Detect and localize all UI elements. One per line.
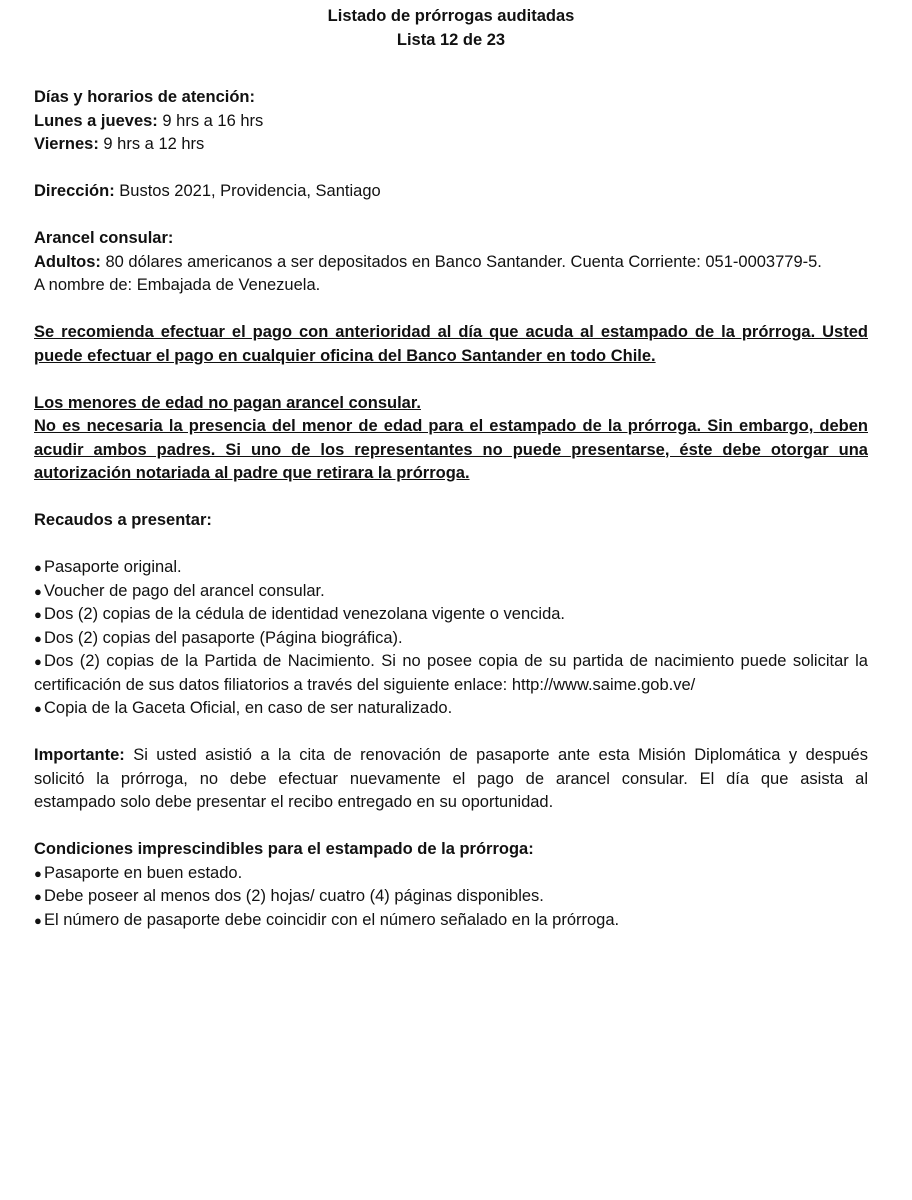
- schedule-heading: Días y horarios de atención:: [34, 88, 255, 106]
- address-value: Bustos 2021, Providencia, Santiago: [114, 182, 381, 200]
- address-line: [34, 180, 868, 204]
- schedule-section: [34, 86, 868, 157]
- requirements-list: [34, 556, 868, 721]
- fee-adults: [34, 251, 868, 275]
- bullet-icon: ●: [34, 630, 42, 646]
- list-item: ● Dos (2) copias del pasaporte (Página biográfica).: [34, 627, 868, 651]
- weekdays-label: Lunes a jueves:: [34, 111, 158, 130]
- document-header: [34, 0, 868, 52]
- adults-label: Adultos:: [34, 252, 101, 271]
- bullet-icon: ●: [34, 560, 42, 575]
- bullet-icon: ●: [34, 701, 42, 716]
- list-item: ● Pasaporte en buen estado.: [34, 862, 868, 886]
- list-item: ● Dos (2) copias de la cédula de identidad venezolana vigente o vencida.: [34, 603, 868, 627]
- friday-value: 9 hrs a 12 hrs: [98, 135, 205, 153]
- bullet-icon: ●: [34, 912, 42, 928]
- schedule-friday: [34, 133, 868, 157]
- document-title: Listado de prórrogas auditadas: [327, 7, 575, 25]
- minors-line-4: autorización notariada al padre que retirara la prórroga.: [34, 464, 470, 482]
- bullet-icon: ●: [34, 865, 42, 881]
- minors-line-3: acudir ambos padres. Si uno de los representantes no puede presentarse, éste debe otorgar una: [34, 440, 868, 459]
- list-item: ● Copia de la Gaceta Oficial, en caso de ser naturalizado.: [34, 697, 868, 721]
- list-item-continuation: certificación de sus datos filiatorios a través del siguiente enlace: http://www.saime.gob.ve/: [34, 675, 696, 694]
- list-item: ● Pasaporte original.: [34, 556, 868, 580]
- list-item: ● El número de pasaporte debe coincidir con el número señalado en la prórroga.: [34, 909, 868, 933]
- fee-holder: A nombre de: Embajada de Venezuela.: [34, 276, 321, 294]
- recommendation-line-2: puede efectuar el pago en cualquier oficina del Banco Santander en todo Chile.: [34, 346, 656, 365]
- friday-label: Viernes:: [34, 135, 99, 153]
- minors-section: [34, 392, 868, 486]
- important-line-2: solicitó la prórroga, no debe efectuar nuevamente el pago de arancel consular. El día que asista al: [34, 769, 868, 788]
- recommendation-line-1: Se recomienda efectuar el pago con anterioridad al día que acuda al estampado de la prórroga. Usted: [34, 323, 868, 341]
- document-subtitle: Lista 12 de 23: [396, 30, 506, 49]
- address-label: Dirección:: [34, 182, 115, 200]
- bullet-icon: ●: [34, 607, 42, 622]
- important-line-3: estampado solo debe presentar el recibo entregado en su oportunidad.: [34, 793, 554, 811]
- requirements-heading: Recaudos a presentar:: [34, 511, 212, 529]
- minors-line-2: No es necesaria la presencia del menor de edad para el estampado de la prórroga. Sin embargo, deben: [34, 417, 868, 435]
- important-label: Importante:: [34, 746, 125, 764]
- schedule-weekdays: [34, 110, 868, 134]
- minors-line-1: Los menores de edad no pagan arancel consular.: [34, 393, 421, 412]
- bullet-icon: ●: [34, 654, 42, 669]
- list-item: ● Voucher de pago del arancel consular.: [34, 580, 868, 604]
- fee-section: [34, 227, 868, 298]
- recommendation-section: [34, 321, 868, 368]
- requirements-section: [34, 509, 868, 721]
- address-section: [34, 180, 868, 204]
- conditions-heading: Condiciones imprescindibles para el estampado de la prórroga:: [34, 840, 534, 858]
- adults-value: 80 dólares americanos a ser depositados en Banco Santander. Cuenta Corriente: 051-0003779-5.: [100, 252, 822, 271]
- bullet-icon: ●: [34, 583, 42, 599]
- bullet-icon: ●: [34, 889, 42, 904]
- list-item: ● Dos (2) copias de la Partida de Nacimiento. Si no posee copia de su partida de nacimiento puede solicitar la certificación de sus datos filiatorios a través del siguiente enlace: http://www.saime.gob.ve/: [34, 650, 868, 697]
- important-section: [34, 744, 868, 815]
- conditions-section: [34, 838, 868, 932]
- important-line-1: Importante: Si usted asistió a la cita de renovación de pasaporte ante esta Misión Diplomática y después: [34, 746, 868, 764]
- fee-heading: Arancel consular:: [34, 229, 174, 247]
- list-item: ● Debe poseer al menos dos (2) hojas/ cuatro (4) páginas disponibles.: [34, 885, 868, 909]
- weekdays-value: 9 hrs a 16 hrs: [157, 111, 264, 130]
